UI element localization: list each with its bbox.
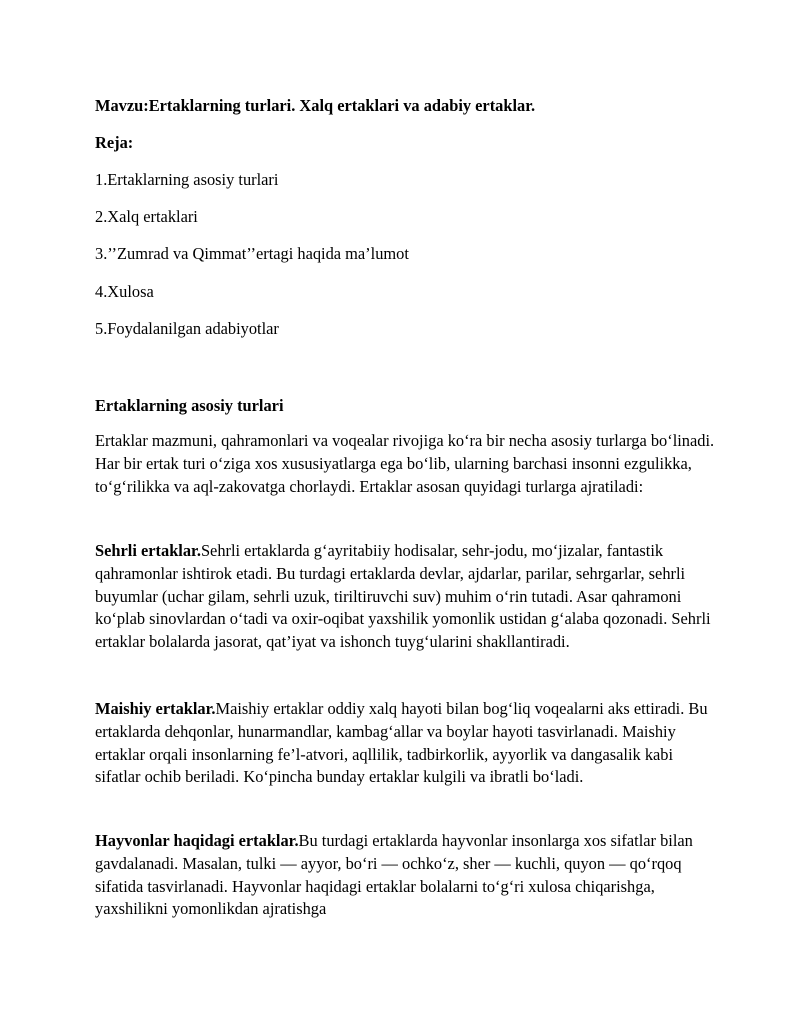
plan-item: 3.’’Zumrad va Qimmat’’ertagi haqida ma’lumot: [95, 244, 409, 263]
section-heading: Ertaklarning asosiy turlari: [95, 396, 284, 415]
type-name: Maishiy ertaklar.: [95, 699, 216, 718]
type-text: Sehrli ertaklarda g‘ayritabiiy hodisalar, sehr-jodu, mo‘jizalar, fantastik qahramonlar ishtirok etadi. Bu turdagi ertaklarda devlar, ajdarlar, parilar, sehrgarlar, sehrli buyumlar (uchar gilam, sehrli uzuk, tiriltiruvchi suv) muhim o‘rin tutadi. Asar qahramoni ko‘plab sinovlardan o‘tadi va oxir-oqibat yaxshilik yomonlik ustidan g‘alaba qozonadi. Sehrli ertaklar bolalarda jasorat, qat’iyat va ishonch tuyg‘ularini shakllantiradi.: [95, 541, 711, 652]
paragraph-magic-tales: [95, 540, 715, 654]
type-text: Maishiy ertaklar oddiy xalq hayoti bilan bog‘liq voqealarni aks ettiradi. Bu ertaklarda dehqonlar, hunarmandlar, kambag‘allar va boylar hayoti tasvirlanadi. Maishiy ertaklar orqali insonlarning fe’l-atvori, aqllilik, tadbirkorlik, ayyorlik va dangasalik kabi sifatlar ochib beriladi. Ko‘pincha bunday ertaklar kulgili va ibratli bo‘ladi.: [95, 699, 708, 787]
plan-item: 5.Foydalanilgan adabiyotlar: [95, 319, 279, 338]
type-name: Hayvonlar haqidagi ertaklar.: [95, 831, 299, 850]
type-text: Bu turdagi ertaklarda hayvonlar insonlarga xos sifatlar bilan gavdalanadi. Masalan, tulki — ayyor, bo‘ri — ochko‘z, sher — kuchli, quyon — qo‘rqoq sifatida tasvirlanadi. Hayvonlar haqidagi ertaklar bolalarni to‘g‘ri xulosa chiqarishga, yaxshilikni yomonlikdan ajratishga: [95, 831, 693, 919]
document-title: Mavzu:Ertaklarning turlari. Xalq ertaklari va adabiy ertaklar.: [95, 96, 536, 115]
plan-item: 4.Xulosa: [95, 282, 154, 301]
intro-paragraph: Ertaklar mazmuni, qahramonlari va voqealar rivojiga ko‘ra bir necha asosiy turlarga bo‘linadi. Har bir ertak turi o‘ziga xos xususiyatlarga ega bo‘lib, ularning barchasi insonni ezgulikka, to‘g‘rilikka va aql-zakovatga chorlaydi. Ertaklar asosan quyidagi turlarga ajratiladi:: [95, 431, 715, 496]
plan-item: 1.Ertaklarning asosiy turlari: [95, 170, 279, 189]
plan-label: Reja:: [95, 133, 134, 152]
type-name: Sehrli ertaklar.: [95, 541, 201, 560]
paragraph-animal-tales: [95, 830, 715, 921]
plan-item: 2.Xalq ertaklari: [95, 207, 198, 226]
paragraph-everyday-tales: [95, 698, 715, 789]
